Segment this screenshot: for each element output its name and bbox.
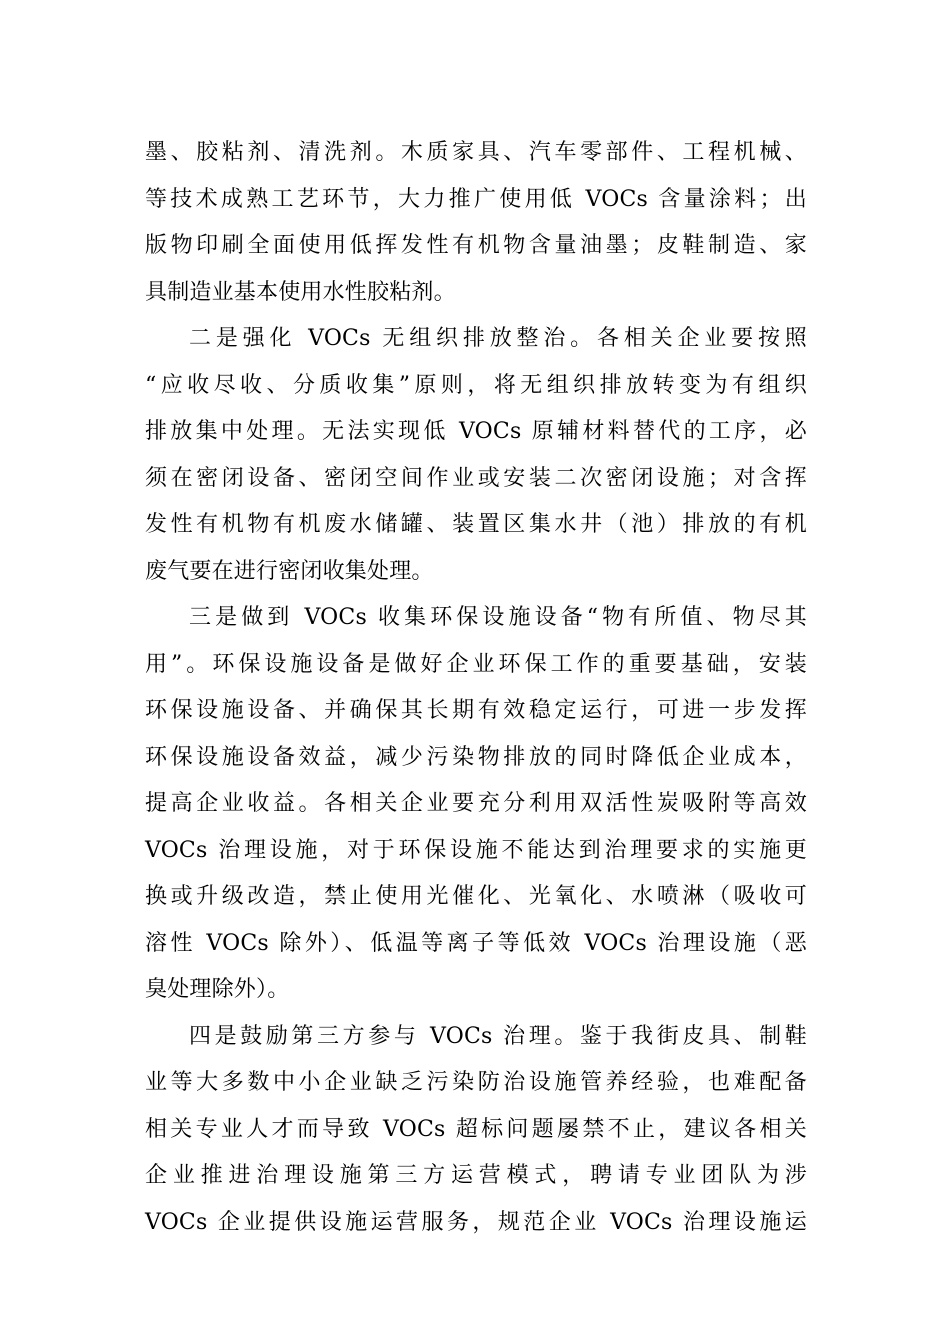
text-line: 发性有机物有机废水储罐、装置区集水井（池）排放的有机 (145, 512, 807, 537)
text-line: 环保设施设备、并确保其长期有效稳定运行，可进一步发挥 (145, 698, 807, 723)
text-line: 二是强化 VOCs 无组织排放整治。各相关企业要按照 (189, 326, 807, 351)
text-line: 三是做到 VOCs 收集环保设施设备“物有所值、物尽其 (189, 605, 807, 630)
text-line: 换或升级改造，禁止使用光催化、光氧化、水喷淋（吸收可 (145, 884, 807, 909)
text-line: 环保设施设备效益，减少污染物排放的同时降低企业成本， (145, 744, 807, 770)
text-line: 相关专业人才而导致 VOCs 超标问题屡禁不止，建议各相关 (145, 1116, 807, 1142)
text-line: 版物印刷全面使用低挥发性有机物含量油墨；皮鞋制造、家 (145, 233, 807, 258)
text-line: VOCs 企业提供设施运营服务，规范企业 VOCs 治理设施运 (145, 1209, 807, 1235)
text-line: 企业推进治理设施第三方运营模式，聘请专业团队为涉 (145, 1163, 807, 1188)
document-body (145, 130, 807, 1246)
text-line: 废气要在进行密闭收集处理。 (145, 558, 434, 584)
text-line: “应收尽收、分质收集”原则，将无组织排放转变为有组织 (145, 372, 807, 398)
paragraph (145, 595, 807, 1014)
text-line: 溶性 VOCs 除外）、低温等离子等低效 VOCs 治理设施（恶 (145, 930, 807, 956)
text-line: 用”。环保设施设备是做好企业环保工作的重要基础，安装 (145, 651, 807, 677)
text-line: 墨、胶粘剂、清洗剂。木质家具、汽车零部件、工程机械、 (145, 140, 807, 165)
text-line: 提高企业收益。各相关企业要充分利用双活性炭吸附等高效 (145, 791, 807, 816)
paragraph (145, 130, 807, 316)
text-line: 等技术成熟工艺环节，大力推广使用低 VOCs 含量涂料；出 (145, 186, 807, 212)
text-line: VOCs 治理设施，对于环保设施不能达到治理要求的实施更 (145, 837, 807, 863)
text-line: 业等大多数中小企业缺乏污染防治设施管养经验，也难配备 (145, 1070, 807, 1095)
text-line: 臭处理除外）。 (145, 977, 290, 1002)
text-line: 四是鼓励第三方参与 VOCs 治理。鉴于我街皮具、制鞋 (189, 1023, 807, 1049)
text-line: 须在密闭设备、密闭空间作业或安装二次密闭设施；对含挥 (145, 465, 807, 491)
paragraph (145, 1014, 807, 1247)
text-line: 具制造业基本使用水性胶粘剂。 (145, 279, 456, 305)
text-line: 排放集中处理。无法实现低 VOCs 原辅材料替代的工序，必 (145, 419, 807, 444)
paragraph (145, 316, 807, 595)
